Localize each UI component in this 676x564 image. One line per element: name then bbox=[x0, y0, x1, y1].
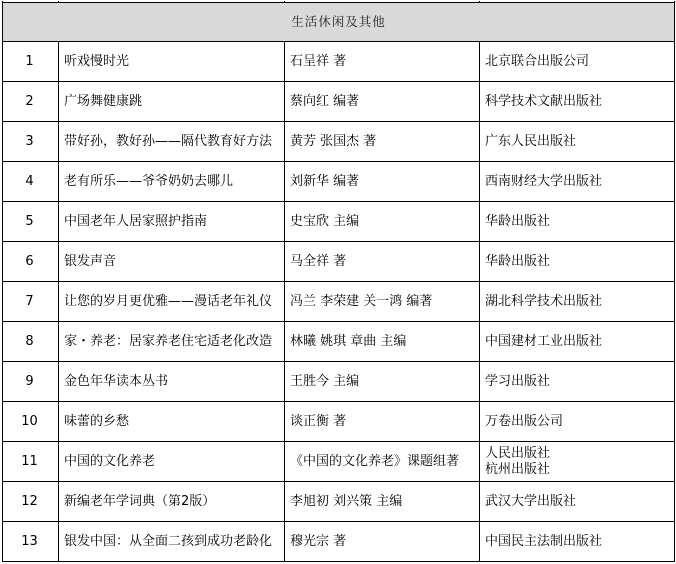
publisher-name: 万卷出版公司 bbox=[485, 413, 564, 429]
row-number-cell[interactable]: 4 bbox=[3, 162, 59, 202]
book-title-cell[interactable]: 带好孙，教好孙——隔代教育好方法 bbox=[59, 122, 285, 162]
table-row bbox=[3, 162, 675, 202]
row-number-cell[interactable]: 11 bbox=[3, 442, 59, 482]
table-row bbox=[3, 282, 675, 322]
publisher-cell[interactable] bbox=[480, 362, 675, 402]
category-header-row bbox=[3, 3, 675, 42]
book-title-cell[interactable]: 老有所乐——爷爷奶奶去哪儿 bbox=[59, 162, 285, 202]
publisher-name: 人民出版社 bbox=[485, 445, 551, 461]
table-row bbox=[3, 82, 675, 122]
author-cell[interactable]: 黄芳 张国杰 著 bbox=[285, 122, 480, 162]
author-cell[interactable]: 蔡向红 编著 bbox=[285, 82, 480, 122]
table-row bbox=[3, 242, 675, 282]
row-number-cell[interactable]: 2 bbox=[3, 82, 59, 122]
publisher-cell[interactable] bbox=[480, 322, 675, 362]
author-cell[interactable]: 王胜今 主编 bbox=[285, 362, 480, 402]
publisher-name: 杭州出版社 bbox=[485, 461, 551, 477]
row-number-cell[interactable]: 1 bbox=[3, 42, 59, 82]
publisher-cell[interactable] bbox=[480, 442, 675, 482]
publisher-cell[interactable] bbox=[480, 82, 675, 122]
publisher-name: 北京联合出版公司 bbox=[485, 53, 590, 69]
book-title-cell[interactable]: 新编老年学词典（第2版） bbox=[59, 482, 285, 522]
row-number-cell[interactable]: 5 bbox=[3, 202, 59, 242]
publisher-cell[interactable] bbox=[480, 522, 675, 562]
row-number-cell[interactable]: 12 bbox=[3, 482, 59, 522]
table-row bbox=[3, 122, 675, 162]
book-title-cell[interactable]: 广场舞健康跳 bbox=[59, 82, 285, 122]
publisher-name: 湖北科学技术出版社 bbox=[485, 293, 603, 309]
author-cell[interactable]: 《中国的文化养老》课题组著 bbox=[285, 442, 480, 482]
row-number-cell[interactable]: 13 bbox=[3, 522, 59, 562]
book-list-table bbox=[2, 1, 675, 562]
row-number-cell[interactable]: 10 bbox=[3, 402, 59, 442]
publisher-name: 中国建材工业出版社 bbox=[485, 333, 603, 349]
book-title-cell[interactable]: 听戏慢时光 bbox=[59, 42, 285, 82]
author-cell[interactable]: 刘新华 编著 bbox=[285, 162, 480, 202]
publisher-name: 西南财经大学出版社 bbox=[485, 173, 603, 189]
author-cell[interactable]: 史宝欣 主编 bbox=[285, 202, 480, 242]
author-cell[interactable]: 李旭初 刘兴策 主编 bbox=[285, 482, 480, 522]
row-number-cell[interactable]: 6 bbox=[3, 242, 59, 282]
author-cell[interactable]: 石呈祥 著 bbox=[285, 42, 480, 82]
category-header[interactable]: 生活休闲及其他 bbox=[3, 3, 675, 42]
book-title-cell[interactable]: 家・养老：居家养老住宅适老化改造 bbox=[59, 322, 285, 362]
publisher-cell[interactable] bbox=[480, 42, 675, 82]
table-row bbox=[3, 402, 675, 442]
publisher-cell[interactable] bbox=[480, 482, 675, 522]
table-row bbox=[3, 42, 675, 82]
author-cell[interactable]: 马全祥 著 bbox=[285, 242, 480, 282]
book-title-cell[interactable]: 味蕾的乡愁 bbox=[59, 402, 285, 442]
row-number-cell[interactable]: 9 bbox=[3, 362, 59, 402]
publisher-cell[interactable] bbox=[480, 122, 675, 162]
publisher-cell[interactable] bbox=[480, 162, 675, 202]
publisher-cell[interactable] bbox=[480, 202, 675, 242]
publisher-cell[interactable] bbox=[480, 242, 675, 282]
publisher-cell[interactable] bbox=[480, 282, 675, 322]
book-title-cell[interactable]: 让您的岁月更优雅——漫话老年礼仪 bbox=[59, 282, 285, 322]
book-title-cell[interactable]: 中国老年人居家照护指南 bbox=[59, 202, 285, 242]
row-number-cell[interactable]: 3 bbox=[3, 122, 59, 162]
table-row bbox=[3, 322, 675, 362]
publisher-name: 华龄出版社 bbox=[485, 213, 551, 229]
author-cell[interactable]: 穆光宗 著 bbox=[285, 522, 480, 562]
table-row bbox=[3, 522, 675, 562]
author-cell[interactable]: 谈正衡 著 bbox=[285, 402, 480, 442]
publisher-name: 广东人民出版社 bbox=[485, 133, 577, 149]
table-row bbox=[3, 362, 675, 402]
row-number-cell[interactable]: 8 bbox=[3, 322, 59, 362]
book-title-cell[interactable]: 银发声音 bbox=[59, 242, 285, 282]
author-cell[interactable]: 冯兰 李荣建 关一鸿 编著 bbox=[285, 282, 480, 322]
publisher-name: 学习出版社 bbox=[485, 373, 551, 389]
publisher-name: 中国民主法制出版社 bbox=[485, 533, 603, 549]
book-title-cell[interactable]: 银发中国：从全面二孩到成功老龄化 bbox=[59, 522, 285, 562]
book-title-cell[interactable]: 金色年华读本丛书 bbox=[59, 362, 285, 402]
author-cell[interactable]: 林曦 姚琪 章曲 主编 bbox=[285, 322, 480, 362]
table-row bbox=[3, 482, 675, 522]
publisher-name: 武汉大学出版社 bbox=[485, 493, 577, 509]
publisher-cell[interactable] bbox=[480, 402, 675, 442]
publisher-name: 华龄出版社 bbox=[485, 253, 551, 269]
table-row bbox=[3, 442, 675, 482]
table-row bbox=[3, 202, 675, 242]
publisher-name: 科学技术文献出版社 bbox=[485, 93, 603, 109]
row-number-cell[interactable]: 7 bbox=[3, 282, 59, 322]
book-title-cell[interactable]: 中国的文化养老 bbox=[59, 442, 285, 482]
